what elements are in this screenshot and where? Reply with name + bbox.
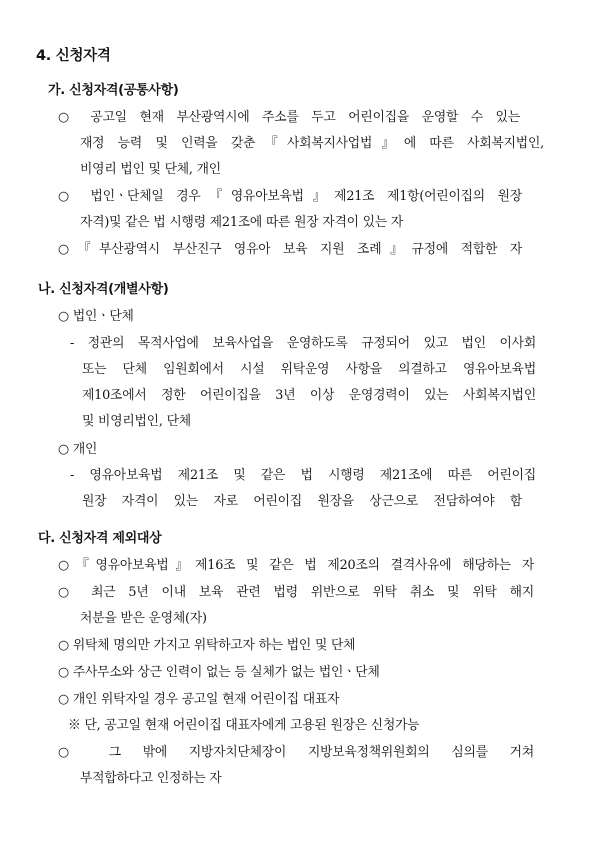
text-line: ○ 법인ㆍ단체 [58,309,134,324]
text-line: 처분을 받은 운영체(자) [80,611,207,626]
text-line: - 영유아보육법 제21조 및 같은 법 시행령 제21조에 따른 어린이집 [70,468,536,483]
text-line: 및 비영리법인, 단체 [82,414,191,429]
subsection-title-individual: 나. 신청자격(개별사항) [38,282,169,297]
text-line: 또는 단체 임원회에서 시설 위탁운영 사항을 의결하고 영유아보육법 [82,362,536,377]
text-line: 재정 능력 및 인력을 갖춘『사회복지사업법』에 따른 사회복지법인, [80,136,544,151]
text-line: 자격)및 같은 법 시행령 제21조에 따른 원장 자격이 있는 자 [80,215,404,230]
text-line: ○『영유아보육법』제16조 및 같은 법 제20조의 결격사유에 해당하는 자 [58,558,534,573]
subsection-title-common: 가. 신청자격(공통사항) [48,83,179,98]
text-line: ○ 개인 [58,442,98,457]
text-line: ○『부산광역시 부산진구 영유아 보육 지원 조례』규정에 적합한 자 [58,242,522,257]
text-line: 비영리 법인 및 단체, 개인 [80,162,221,177]
subsection-title-excluded: 다. 신청자격 제외대상 [38,531,162,546]
text-line: 원장 자격이 있는 자로 어린이집 원장을 상근으로 전담하여야 함 [82,494,522,509]
text-line: 제10조에서 정한 어린이집을 3년 이상 운영경력이 있는 사회복지법인 [82,388,536,403]
text-line: - 정관의 목적사업에 보육사업을 운영하도록 규정되어 있고 법인 이사회 [70,336,536,351]
text-line: ○ 그 밖에 지방자치단체장이 지방보육정책위원회의 심의를 거쳐 [58,745,534,760]
text-line: ○ 개인 위탁자일 경우 공고일 현재 어린이집 대표자 [58,692,340,707]
note-line: ※ 단, 공고일 현재 어린이집 대표자에게 고용된 원장은 신청가능 [68,718,420,733]
text-line: ○ 공고일 현재 부산광역시에 주소를 두고 어린이집을 운영할 수 있는 [58,110,520,125]
text-line: ○ 주사무소와 상근 인력이 없는 등 실체가 없는 법인ㆍ단체 [58,665,380,680]
text-line: ○ 최근 5년 이내 보육 관련 법령 위반으로 위탁 취소 및 위탁 해지 [58,585,534,600]
text-line: 부적합하다고 인정하는 자 [80,771,222,786]
text-line: ○ 법인ㆍ단체일 경우『영유아보육법』제21조 제1항(어린이집의 원장 [58,189,522,204]
section-heading: 4. 신청자격 [36,48,111,64]
text-line: ○ 위탁체 명의만 가지고 위탁하고자 하는 법인 및 단체 [58,638,356,653]
